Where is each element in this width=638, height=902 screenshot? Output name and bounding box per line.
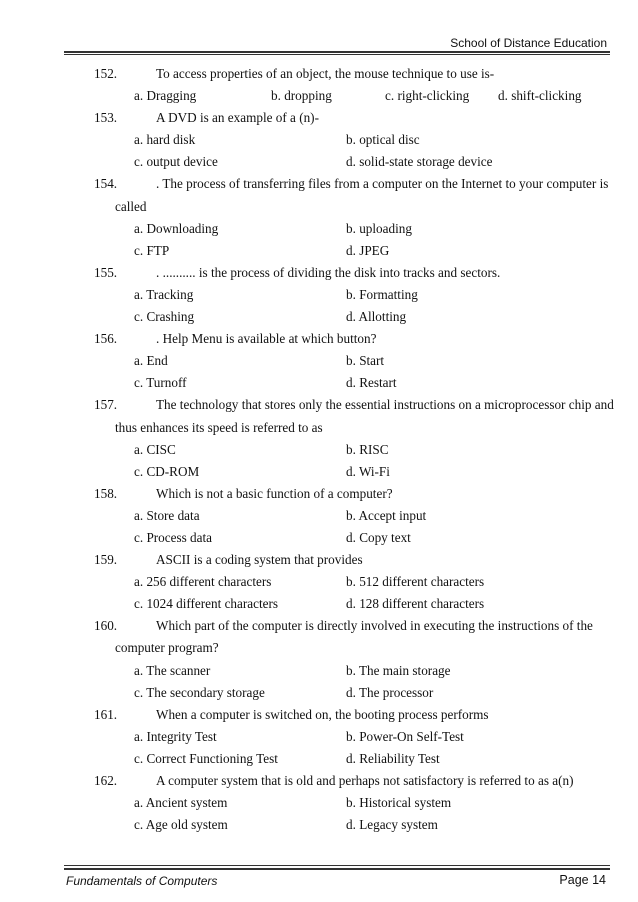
answer-option: d. 128 different characters <box>346 596 485 612</box>
options-row <box>0 726 638 748</box>
options-row <box>0 461 638 483</box>
answer-option: b. Historical system <box>346 795 452 811</box>
options-row <box>0 85 638 107</box>
answer-option: a. Dragging <box>134 88 197 104</box>
answer-option: d. The processor <box>346 684 434 700</box>
answer-option: c. 1024 different characters <box>134 596 279 612</box>
question-line <box>0 328 638 350</box>
options-row <box>0 792 638 814</box>
question-number: 161. <box>94 706 118 722</box>
answer-option: c. CD-ROM <box>134 463 200 479</box>
options-row <box>0 284 638 306</box>
question-number: 152. <box>94 66 118 81</box>
answer-option: a. Ancient system <box>134 795 228 811</box>
question-text: Which is not a basic function of a computer? <box>156 485 393 501</box>
question-text: When a computer is switched on, the booting process performs <box>156 706 489 722</box>
answer-option: b. Accept input <box>346 507 427 523</box>
footer-book-title: Fundamentals of Computers <box>66 874 218 888</box>
answer-option: b. Start <box>346 353 385 369</box>
answer-option: b. The main storage <box>346 662 451 678</box>
question-text: To access properties of an object, the mouse technique to use is- <box>156 66 495 81</box>
answer-option: a. hard disk <box>134 132 196 148</box>
answer-option: d. solid-state storage device <box>346 154 493 170</box>
options-row <box>0 505 638 527</box>
question-line <box>0 63 638 85</box>
answer-option: d. JPEG <box>346 242 390 258</box>
options-row <box>0 240 638 262</box>
question-number: 153. <box>94 110 118 126</box>
answer-option: b. RISC <box>346 441 389 457</box>
answer-option: b. 512 different characters <box>346 574 485 590</box>
header-rule-thin <box>64 54 610 55</box>
options-row <box>0 129 638 151</box>
answer-option: b. uploading <box>346 220 412 236</box>
question-text-continued: called <box>115 198 147 214</box>
question-text: The technology that stores only the essential instructions on a microprocessor chip and <box>156 397 614 413</box>
question-text: A DVD is an example of a (n)- <box>156 110 319 126</box>
answer-option: d. shift-clicking <box>498 88 582 104</box>
question-line <box>0 107 638 129</box>
question-line <box>0 173 638 195</box>
options-row <box>0 814 638 836</box>
answer-option: d. Restart <box>346 375 397 391</box>
question-text-continued: computer program? <box>115 640 219 656</box>
question-continuation-line <box>0 637 638 659</box>
options-row <box>0 660 638 682</box>
answer-option: c. right-clicking <box>385 88 470 104</box>
footer-rule <box>64 868 610 870</box>
options-row <box>0 350 638 372</box>
options-row <box>0 372 638 394</box>
answer-option: a. CISC <box>134 441 176 457</box>
options-row <box>0 593 638 615</box>
options-row <box>0 682 638 704</box>
question-number: 155. <box>94 264 118 280</box>
question-list <box>0 63 638 836</box>
question-text: ASCII is a coding system that provides <box>156 552 363 568</box>
answer-option: b. Power-On Self-Test <box>346 728 464 744</box>
question-line <box>0 549 638 571</box>
footer-page-number: Page 14 <box>559 873 606 887</box>
options-row <box>0 151 638 173</box>
options-row <box>0 748 638 770</box>
options-row <box>0 527 638 549</box>
answer-option: c. Turnoff <box>134 375 187 391</box>
question-line <box>0 770 638 792</box>
question-text: . .......... is the process of dividing the disk into tracks and sectors. <box>156 264 501 280</box>
answer-option: c. Correct Functioning Test <box>134 750 278 766</box>
question-number: 158. <box>94 485 118 501</box>
question-continuation-line <box>0 196 638 218</box>
answer-option: c. FTP <box>134 242 170 258</box>
running-header: School of Distance Education <box>450 36 607 50</box>
question-number: 156. <box>94 331 118 347</box>
answer-option: b. dropping <box>271 88 332 104</box>
answer-option: d. Reliability Test <box>346 750 440 766</box>
answer-option: c. output device <box>134 154 218 170</box>
answer-option: a. Downloading <box>134 220 219 236</box>
answer-option: c. Age old system <box>134 817 228 833</box>
question-text: . The process of transferring files from a computer on the Internet to your computer is <box>156 176 609 192</box>
answer-option: a. Integrity Test <box>134 728 217 744</box>
answer-option: c. The secondary storage <box>134 684 265 700</box>
options-row <box>0 218 638 240</box>
header-rule <box>64 51 610 53</box>
answer-option: d. Legacy system <box>346 817 438 833</box>
answer-option: a. Store data <box>134 507 200 523</box>
question-number: 157. <box>94 397 118 413</box>
answer-option: c. Process data <box>134 529 212 545</box>
options-row <box>0 306 638 328</box>
question-line <box>0 704 638 726</box>
answer-option: a. End <box>134 353 168 369</box>
answer-option: a. 256 different characters <box>134 574 272 590</box>
question-line <box>0 394 638 416</box>
question-text-continued: thus enhances its speed is referred to as <box>115 419 323 435</box>
question-text: Which part of the computer is directly involved in executing the instructions of the <box>156 618 593 634</box>
answer-option: b. optical disc <box>346 132 420 148</box>
question-line <box>0 262 638 284</box>
question-number: 160. <box>94 618 118 634</box>
answer-option: c. Crashing <box>134 309 195 325</box>
question-text: . Help Menu is available at which button? <box>156 331 377 347</box>
question-continuation-line <box>0 417 638 439</box>
question-line <box>0 483 638 505</box>
footer-rule-thin <box>64 865 610 866</box>
options-row <box>0 571 638 593</box>
answer-option: d. Copy text <box>346 529 411 545</box>
answer-option: d. Allotting <box>346 309 407 325</box>
question-number: 154. <box>94 176 118 192</box>
question-number: 162. <box>94 773 118 788</box>
answer-option: d. Wi-Fi <box>346 463 390 479</box>
question-line <box>0 615 638 637</box>
options-row <box>0 439 638 461</box>
answer-option: a. Tracking <box>134 286 194 302</box>
question-number: 159. <box>94 552 118 568</box>
answer-option: a. The scanner <box>134 662 211 678</box>
question-text: A computer system that is old and perhaps not satisfactory is referred to as a(n) <box>156 773 574 788</box>
answer-option: b. Formatting <box>346 286 418 302</box>
